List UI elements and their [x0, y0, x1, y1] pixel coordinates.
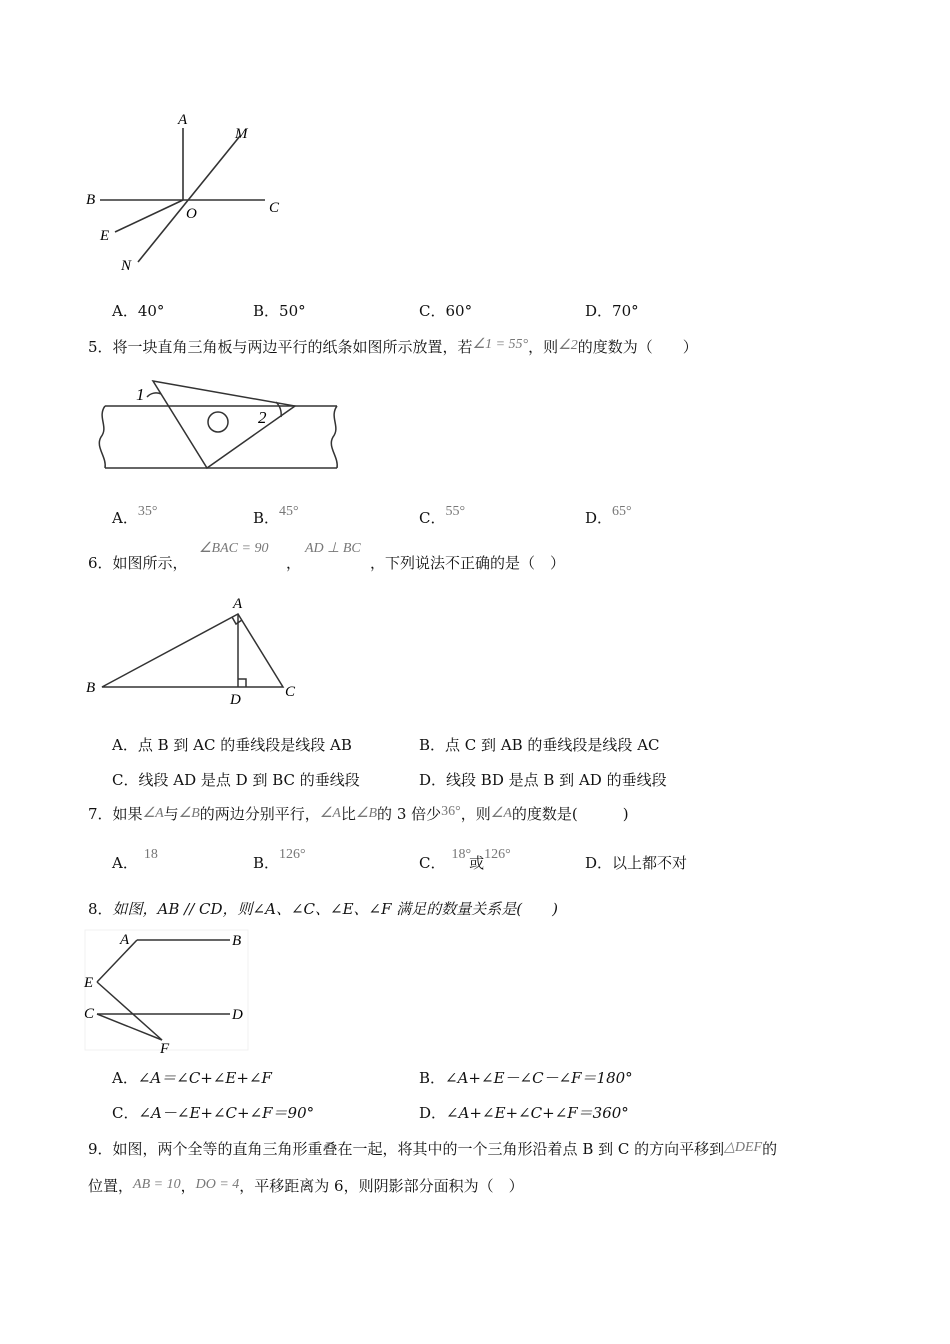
q7-text: 如果 [112, 805, 143, 823]
option-text: 55° [445, 504, 466, 519]
option-letter: A． [112, 854, 138, 872]
option-letter: D． [419, 771, 447, 789]
q5-option-b[interactable] [253, 504, 299, 528]
q9-text: 位置， [88, 1177, 134, 1195]
q8-option-c[interactable] [112, 1102, 314, 1123]
q9-text: 的 [762, 1140, 778, 1158]
q5-text-before: 将一块直角三角板与两边平行的纸条如图所示放置，若 [112, 338, 473, 356]
q5-option-a[interactable] [112, 504, 158, 528]
q6-text-before: 如图所示， [112, 554, 188, 572]
q9-math-ab: AB = 10 [133, 1177, 181, 1192]
q7-math: ∠B [178, 806, 200, 821]
option-letter: C． [112, 771, 139, 789]
option-text: ∠A－∠E+∠C+∠F＝90° [138, 1104, 315, 1122]
question-number: 6． [88, 554, 113, 572]
question-number: 8． [88, 900, 113, 918]
q7-text: 与 [163, 805, 179, 823]
q7-math: ∠A [319, 806, 341, 821]
q6-label-c: C [285, 684, 296, 700]
option-text: ∠A+∠E－∠C－∠F＝180° [445, 1069, 633, 1087]
option-text: 40° [137, 302, 165, 320]
q6-label-d: D [230, 692, 241, 707]
q8-figure [80, 928, 255, 1053]
option-text: 35° [137, 504, 158, 519]
q4-label-c: C [269, 200, 280, 216]
option-text: 线段 AD 是点 D 到 BC 的垂线段 [138, 771, 360, 789]
q5-figure [95, 375, 350, 475]
q4-label-b: B [86, 192, 96, 208]
q7-text: 的度数是( ) [511, 805, 629, 823]
q7-stem [88, 803, 629, 827]
q9-sep: ， [180, 1177, 196, 1195]
option-text: 70° [612, 302, 639, 320]
option-text: 线段 BD 是点 B 到 AD 的垂线段 [446, 771, 667, 789]
q9-text: 如图，两个全等的直角三角形重叠在一起，将其中的一个三角形沿着点 B 到 C 的方向平移到 [112, 1140, 725, 1158]
q7-text: 的 3 倍少 [377, 805, 442, 823]
option-text: 以上都不对 [612, 854, 688, 872]
q8-option-d[interactable] [419, 1102, 629, 1123]
q8-label-c: C [84, 1006, 95, 1022]
q4-label-m: M [235, 126, 248, 142]
q5-label-2: 2 [258, 408, 267, 427]
q9-stem-line1 [88, 1138, 777, 1162]
q7-option-d[interactable] [585, 852, 687, 873]
q7-option-a[interactable] [112, 847, 158, 873]
q6-math-bac: ∠BAC = 90 [199, 541, 269, 556]
q5-text-mid: ，则 [528, 338, 559, 356]
q4-option-d[interactable] [585, 300, 639, 321]
q6-figure [80, 592, 310, 707]
option-letter: A． [112, 509, 138, 527]
q6-math-ad-bc: AD ⊥ BC [305, 541, 361, 556]
q4-option-a[interactable] [112, 300, 164, 321]
q7-text: 的两边分别平行， [199, 805, 320, 823]
option-text: 50° [279, 302, 306, 320]
option-letter: B． [253, 854, 280, 872]
option-text: ∠A+∠E+∠C+∠F＝360° [446, 1104, 629, 1122]
q8-label-f: F [160, 1041, 170, 1053]
option-letter: C． [419, 302, 446, 320]
option-letter: D． [585, 302, 613, 320]
q6-text-after: ，下列说法不正确的是（ ） [370, 554, 566, 572]
q5-math-angle2: ∠2 [558, 338, 578, 353]
option-letter: A． [112, 736, 138, 754]
option-letter: D． [419, 1104, 447, 1122]
q6-option-a[interactable] [112, 734, 352, 755]
q8-label-b: B [232, 933, 242, 949]
option-letter: D． [585, 509, 613, 527]
option-math: 126° [279, 847, 306, 862]
q5-stem [88, 336, 698, 360]
option-text: 点 B 到 AC 的垂线段是线段 AB [137, 736, 352, 754]
q7-math: ∠A [142, 806, 164, 821]
option-letter: A． [112, 302, 138, 320]
q6-label-b: B [86, 680, 96, 696]
q7-math: ∠B [355, 806, 378, 821]
q7-text: ，则 [460, 805, 491, 823]
q7-text: 比 [340, 805, 356, 823]
q7-option-c[interactable] [419, 847, 511, 873]
option-text: ∠A＝∠C+∠E+∠F [137, 1069, 272, 1087]
option-letter: C． [419, 854, 446, 872]
option-letter: D． [585, 854, 613, 872]
option-math: 18 [143, 847, 158, 862]
q5-option-c[interactable] [419, 504, 466, 528]
question-number: 9． [88, 1140, 113, 1158]
q6-sep: ， [286, 554, 302, 572]
q4-figure [80, 110, 290, 280]
q8-text: 如图，AB // CD，则∠A、∠C、∠E、∠F 满足的数量关系是( ) [112, 900, 558, 918]
q7-math: 36° [441, 804, 461, 819]
q8-option-a[interactable] [112, 1067, 272, 1088]
q8-stem [88, 898, 558, 920]
q9-text: ，平移距离为 6，则阴影部分面积为（ ） [239, 1177, 524, 1195]
q5-option-d[interactable] [585, 504, 632, 528]
q9-math-do: DO = 4 [195, 1177, 240, 1192]
q8-option-b[interactable] [419, 1067, 633, 1088]
q6-label-a: A [233, 596, 243, 612]
q6-option-c[interactable] [112, 769, 360, 790]
option-letter: C． [419, 509, 446, 527]
option-or: 或 [469, 854, 485, 872]
q6-option-d[interactable] [419, 769, 667, 790]
option-letter: B． [253, 509, 280, 527]
q4-option-c[interactable] [419, 300, 472, 321]
q4-label-a: A [178, 112, 188, 128]
question-number: 7． [88, 805, 113, 823]
q7-math: ∠A [490, 806, 512, 821]
option-text: 60° [445, 302, 473, 320]
option-letter: B． [253, 302, 280, 320]
option-text: 65° [612, 504, 632, 519]
q5-label-1: 1 [136, 385, 145, 404]
q8-label-e: E [84, 975, 94, 991]
option-math: 126° [484, 847, 511, 862]
option-letter: B． [419, 736, 446, 754]
option-letter: C． [112, 1104, 139, 1122]
q9-stem-line2 [88, 1175, 524, 1199]
q5-math-angle1: ∠1 = 55° [472, 337, 529, 352]
q4-label-e: E [100, 228, 110, 244]
q9-math-def: △DEF [724, 1140, 763, 1155]
q8-label-a: A [120, 932, 130, 948]
q7-option-b[interactable] [253, 847, 306, 873]
option-text: 45° [279, 504, 299, 519]
q5-text-after: 的度数为（ ） [577, 338, 698, 356]
question-number: 5． [88, 338, 113, 356]
q4-label-o: O [186, 206, 197, 222]
q6-option-b[interactable] [419, 734, 660, 755]
option-letter: B． [419, 1069, 446, 1087]
option-math: 18° [451, 847, 472, 862]
q4-label-n: N [121, 258, 132, 274]
q8-label-d: D [232, 1007, 243, 1023]
q4-option-b[interactable] [253, 300, 306, 321]
option-letter: A． [112, 1069, 138, 1087]
option-text: 点 C 到 AB 的垂线段是线段 AC [445, 736, 660, 754]
